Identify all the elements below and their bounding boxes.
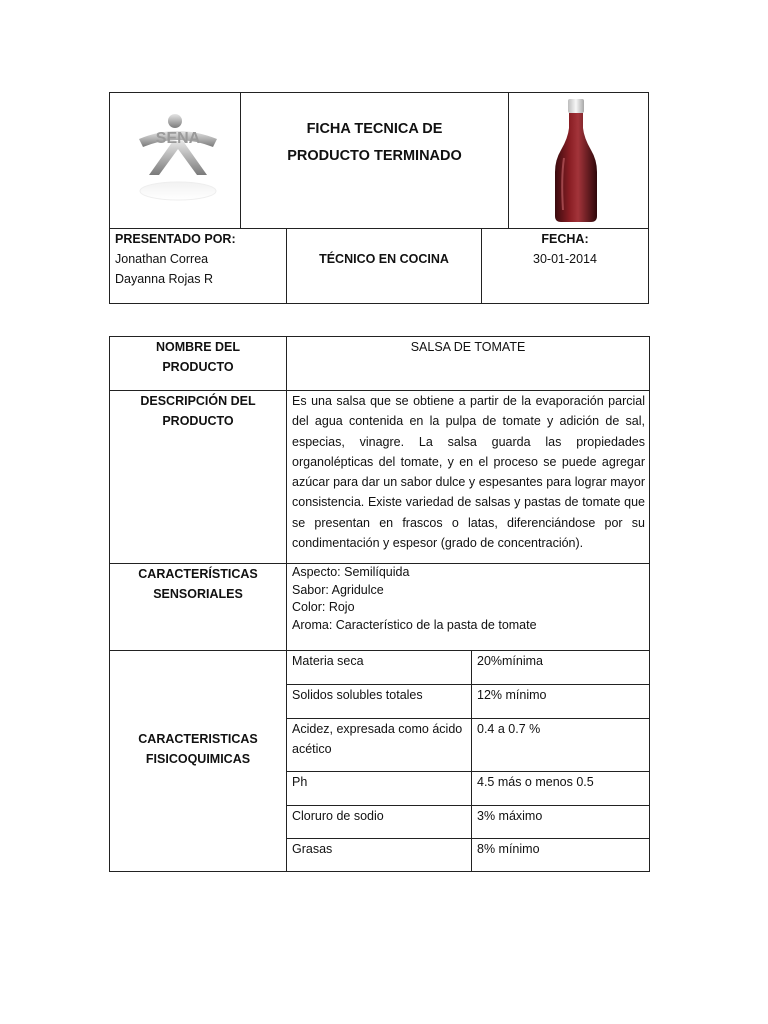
- document-title-line-1: FICHA TECNICA DE: [306, 121, 443, 137]
- physchem-row: [286, 650, 472, 685]
- physchem-label: CARACTERISTICAS: [138, 732, 258, 746]
- presented-by-cell: [109, 228, 287, 304]
- sensory-item: Sabor: Agridulce: [292, 582, 384, 597]
- logo-cell: [109, 92, 241, 229]
- description-line: especias, vinagre. La salsa guarda las propiedades: [292, 434, 645, 449]
- sena-logo: [133, 111, 223, 201]
- description-line: consistencia. Existe variedad de salsas y pastas de tomate que: [292, 495, 645, 510]
- physchem-row: [286, 684, 472, 719]
- product-image-cell: [508, 92, 649, 229]
- physchem-row: [286, 838, 472, 872]
- sensory-item: Aroma: Característico de la pasta de tomate: [292, 617, 537, 632]
- physchem-row: [471, 684, 650, 719]
- description-line: del agua contenida en la pulpa de tomate y adición de sal,: [292, 414, 645, 429]
- program-cell: [286, 228, 482, 304]
- presented-by-label: PRESENTADO POR:: [115, 232, 236, 246]
- description-line: condimentación y espesor (grado de concentración).: [292, 536, 584, 551]
- physchem-param: Solidos solubles totales: [292, 688, 423, 702]
- date-value: 30-01-2014: [533, 252, 597, 266]
- physchem-param: Acidez, expresada como ácido acético: [292, 722, 463, 756]
- description-label: DESCRIPCIÓN DEL: [140, 394, 256, 408]
- program-name: TÉCNICO EN COCINA: [319, 252, 449, 266]
- title-cell: [240, 92, 509, 229]
- product-name-label: NOMBRE DEL: [155, 340, 241, 354]
- description-label: PRODUCTO: [162, 414, 234, 428]
- date-cell: [481, 228, 649, 304]
- author-name: Dayanna Rojas R: [115, 272, 213, 286]
- physchem-row: [471, 718, 650, 772]
- description-line: azúcar para dar un sabor dulce y espesantes para lograr mayor: [292, 475, 645, 490]
- svg-text:SENA: SENA: [155, 130, 201, 147]
- physchem-param: Ph: [292, 775, 308, 789]
- physchem-value: 4.5 más o menos 0.5: [477, 775, 594, 789]
- description-line: Es una salsa que se obtiene a partir de la evaporación parcial: [292, 394, 645, 408]
- description-text: [292, 391, 645, 553]
- physchem-param: Materia seca: [292, 654, 364, 668]
- sensory-item: Aspecto: Semilíquida: [292, 565, 410, 579]
- physchem-value: 3% máximo: [477, 809, 543, 823]
- description-label-cell: [109, 390, 287, 564]
- physchem-value: 0.4 a 0.7 %: [477, 722, 541, 736]
- physchem-row: [286, 718, 472, 772]
- description-line: organolépticas del tomate, y en el proceso se puede agregar: [292, 454, 645, 469]
- sensory-item: Color: Rojo: [292, 600, 355, 614]
- ketchup-bottle-image: [551, 98, 601, 224]
- date-label: FECHA:: [541, 232, 589, 246]
- product-name-label-cell: [109, 336, 287, 391]
- physchem-value: 8% mínimo: [477, 842, 540, 856]
- physchem-param: Cloruro de sodio: [292, 809, 384, 823]
- physchem-value: 20%mínima: [477, 654, 543, 668]
- physchem-label-cell: [109, 650, 287, 872]
- author-name: Jonathan Correa: [115, 252, 209, 266]
- product-name-label: PRODUCTO: [162, 360, 234, 374]
- physchem-row: [471, 771, 650, 806]
- sensory-label: SENSORIALES: [153, 587, 243, 601]
- sensory-label: CARACTERÍSTICAS: [138, 567, 258, 581]
- sensory-value-cell: [286, 563, 650, 651]
- physchem-row: [471, 805, 650, 839]
- description-value-cell: [286, 390, 650, 564]
- physchem-row: [471, 650, 650, 685]
- product-name-value-cell: [286, 336, 650, 391]
- physchem-row: [286, 771, 472, 806]
- document-title-line-2: PRODUCTO TERMINADO: [287, 148, 462, 164]
- sensory-list: [292, 564, 537, 634]
- physchem-param: Grasas: [292, 842, 333, 856]
- sensory-label-cell: [109, 563, 287, 651]
- physchem-value: 12% mínimo: [477, 688, 547, 702]
- description-line: se presentan en frascos o latas, diferenciándose por su: [292, 515, 645, 530]
- physchem-label: FISICOQUIMICAS: [145, 752, 251, 766]
- physchem-row: [286, 805, 472, 839]
- product-name-value: SALSA DE TOMATE: [410, 340, 526, 354]
- physchem-row: [471, 838, 650, 872]
